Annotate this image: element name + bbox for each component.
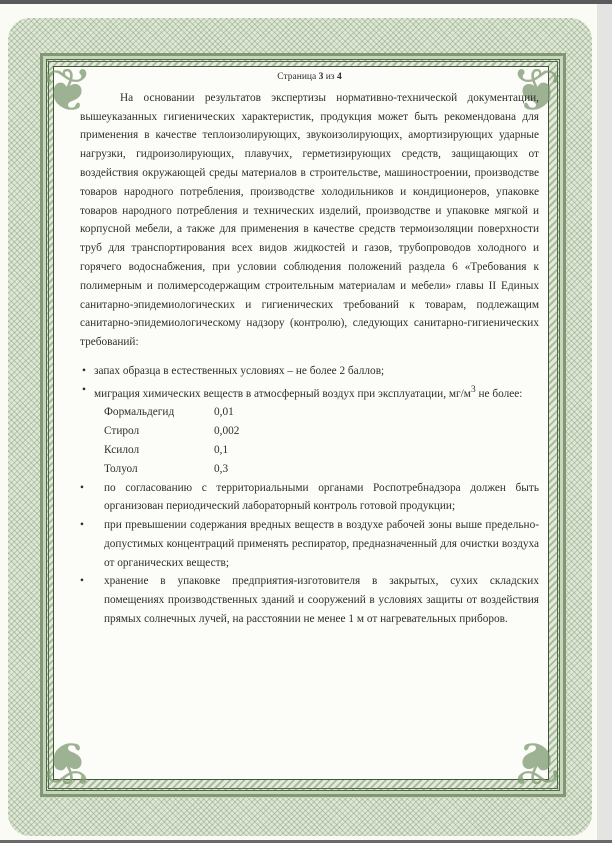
page-total: 4 [336,72,342,82]
page-prefix: Страница [277,72,317,82]
leaf-ornament-icon: ❦ [510,58,562,124]
leaf-ornament-icon: ❦ [42,58,94,124]
chemical-row [94,460,239,479]
condition-item: • по согласованию с территориальными органами Роспотребнадзора должен быть организован периодический лабораторный контроль готовой продукции; [80,479,539,517]
leaf-ornament-icon: ❦ [510,729,562,795]
certificate-sheet [0,4,597,840]
document-content [80,66,539,629]
page-current: 3 [318,72,324,82]
condition-item: • при превышении содержания вредных веществ в воздухе рабочей зоны выше предельно-допустимых концентраций применять респиратор, предназначенный для очистки воздуха от органических веществ; [80,516,539,572]
intro-paragraph: На основании результатов экспертизы нормативно-технической документации, вышеуказанных гигиенических характеристик, продукция может быть рекомендована для применения в качестве теплоизолирующих, звукоизолирующих, амортизирующих ударные нагрузки, гидроизолирующих, плавучих, герметизирующих средств, защищающих от воздействия окружающей среды материалов в строительстве, машиностроении, производстве товаров народного потребления, производстве холодильников и кондиционеров, упаковке товаров народного потребления и технических изделий, производстве и упаковке мягкой и корпусной мебели, а также для применения в качестве средств термоизоляции поверхности труб для транспортирования всех видов жидкостей и газов, трубопроводов холодного и горячего водоснабжения, при условии соблюдения положений раздела 6 «Требования к полимерным и полимерсодержащим строительным материалам и мебели» главы II Единых санитарно-эпидемиологических и гигиенических требований к товарам, подлежащим санитарно-эпидемиологическому надзору (контролю), следующих санитарно-гигиенических требований: [80,91,539,349]
chemical-value: 0,3 [214,462,229,475]
requirement-text-after: не более: [475,387,523,400]
leaf-ornament-icon: ❦ [42,729,94,795]
requirement-text: запах образца в естественных условиях – не более 2 баллов; [94,364,385,377]
requirement-item [80,362,539,381]
chemical-name: Стирол [104,425,140,438]
conditions-list [80,479,539,629]
chemical-value: 0,002 [214,425,240,438]
chemical-name: Толуол [104,462,138,475]
chemical-name: Формальдегид [104,406,175,419]
chemical-row [94,441,239,460]
page-sep: из [325,72,335,82]
chemical-value: 0,01 [214,406,234,419]
requirement-text: миграция химических веществ в атмосферный воздух при эксплуатации, мг/м [94,387,471,400]
condition-item: • хранение в упаковке предприятия-изготовителя в закрытых, сухих складских помещениях производственных зданий и сооружений в условиях защиты от воздействия прямых солнечных лучей, на расстоянии не менее 1 м от нагревательных приборов. [80,572,539,628]
chemical-row [94,403,239,422]
chemicals-table [94,403,239,478]
chemical-name: Ксилол [104,443,140,456]
chemical-value: 0,1 [214,443,229,456]
requirements-list [80,362,539,403]
chemical-row [94,422,239,441]
unit-superscript: 3 [470,384,476,395]
requirement-item [80,381,539,404]
page-indicator [80,68,539,87]
